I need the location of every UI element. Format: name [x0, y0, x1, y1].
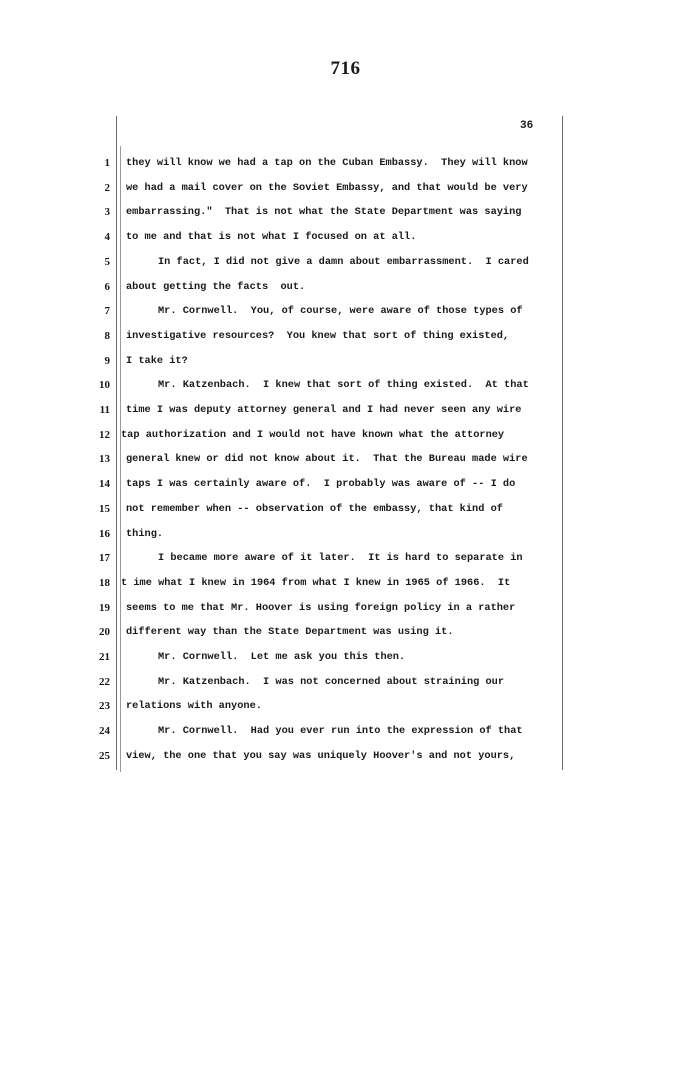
line-number: 2	[104, 181, 110, 194]
transcript-line	[0, 527, 691, 551]
transcript-line	[0, 403, 691, 427]
line-number: 23	[99, 700, 110, 713]
transcript-line	[0, 354, 691, 378]
line-text: Mr. Cornwell. Had you ever run into the expression of that	[158, 725, 523, 738]
line-number: 10	[99, 379, 110, 392]
transcript-line	[0, 477, 691, 501]
line-text: time I was deputy attorney general and I had never seen any wire	[126, 404, 522, 416]
line-text: view, the one that you say was uniquely Hoover's and not yours,	[126, 749, 516, 762]
line-number: 4	[104, 231, 110, 244]
transcript-line	[0, 378, 691, 402]
line-text: thing.	[126, 527, 164, 540]
line-text: Mr. Katzenbach. I was not concerned about straining our	[158, 675, 505, 688]
transcript-line	[0, 181, 691, 205]
transcript-line	[0, 650, 691, 674]
line-number: 22	[99, 675, 110, 688]
line-text: not remember when -- observation of the embassy, that kind of	[126, 502, 503, 515]
line-text: relations with anyone.	[126, 700, 262, 713]
transcript-line	[0, 304, 691, 328]
line-number: 17	[99, 552, 110, 565]
transcript-line	[0, 156, 691, 180]
line-number: 18	[99, 576, 110, 589]
line-text: In fact, I did not give a damn about embarrassment. I cared	[158, 255, 529, 268]
line-text: different way than the State Department was using it.	[126, 626, 454, 639]
transcript-line	[0, 724, 691, 748]
line-number: 5	[104, 255, 110, 268]
transcript-line	[0, 428, 691, 452]
transcript-line	[0, 502, 691, 526]
line-number: 7	[104, 305, 110, 318]
line-number: 25	[99, 749, 110, 762]
transcript-line	[0, 329, 691, 353]
line-number: 14	[99, 478, 110, 491]
transcript-line	[0, 452, 691, 476]
line-text: Mr. Katzenbach. I knew that sort of thing existed. At that	[158, 379, 529, 392]
line-text: embarrassing." That is not what the State Department was saying	[126, 206, 522, 219]
line-number: 16	[99, 527, 110, 540]
line-number: 15	[99, 502, 110, 515]
transcript-line	[0, 576, 691, 600]
transcript-page	[0, 116, 691, 776]
line-text: taps I was certainly aware of. I probably was aware of -- I do	[126, 478, 516, 491]
line-text: about getting the facts out.	[126, 280, 306, 293]
transcript-line	[0, 255, 691, 279]
transcript-line	[0, 625, 691, 649]
line-text: investigative resources? You knew that sort of thing existed,	[126, 329, 510, 342]
transcript-line	[0, 280, 691, 304]
page-number: 716	[330, 58, 361, 79]
transcript-line	[0, 601, 691, 625]
line-number: 20	[99, 626, 110, 639]
line-number: 24	[99, 725, 110, 738]
transcript-line	[0, 749, 691, 773]
line-text: to me and that is not what I focused on at all.	[126, 231, 417, 244]
line-text: we had a mail cover on the Soviet Embassy, and that would be very	[126, 181, 528, 194]
line-text: they will know we had a tap on the Cuban Embassy. They will know	[126, 157, 528, 169]
line-text: general knew or did not know about it. That the Bureau made wire	[126, 453, 528, 466]
line-number: 11	[99, 404, 110, 416]
line-text: I became more aware of it later. It is hard to separate in	[158, 552, 523, 565]
line-text: Mr. Cornwell. Let me ask you this then.	[158, 651, 406, 663]
transcript-line	[0, 205, 691, 229]
line-text: I take it?	[126, 354, 188, 367]
transcript-line	[0, 230, 691, 254]
line-number: 1	[104, 157, 110, 169]
transcript-line	[0, 551, 691, 575]
line-number: 12	[99, 428, 110, 441]
line-number: 6	[104, 280, 110, 293]
transcript-page-number: 36	[520, 120, 534, 132]
line-text: tap authorization and I would not have known what the attorney	[121, 428, 505, 441]
line-number: 19	[99, 601, 110, 614]
line-text: Mr. Cornwell. You, of course, were aware of those types of	[158, 305, 523, 318]
line-number: 9	[104, 354, 110, 367]
line-number: 8	[104, 329, 110, 342]
line-number: 3	[104, 206, 110, 219]
transcript-line	[0, 699, 691, 723]
line-number: 13	[99, 453, 110, 466]
line-text: t ime what I knew in 1964 from what I knew in 1965 of 1966. It	[121, 576, 511, 589]
transcript-line	[0, 675, 691, 699]
line-number: 21	[99, 651, 110, 663]
line-text: seems to me that Mr. Hoover is using foreign policy in a rather	[126, 601, 516, 614]
